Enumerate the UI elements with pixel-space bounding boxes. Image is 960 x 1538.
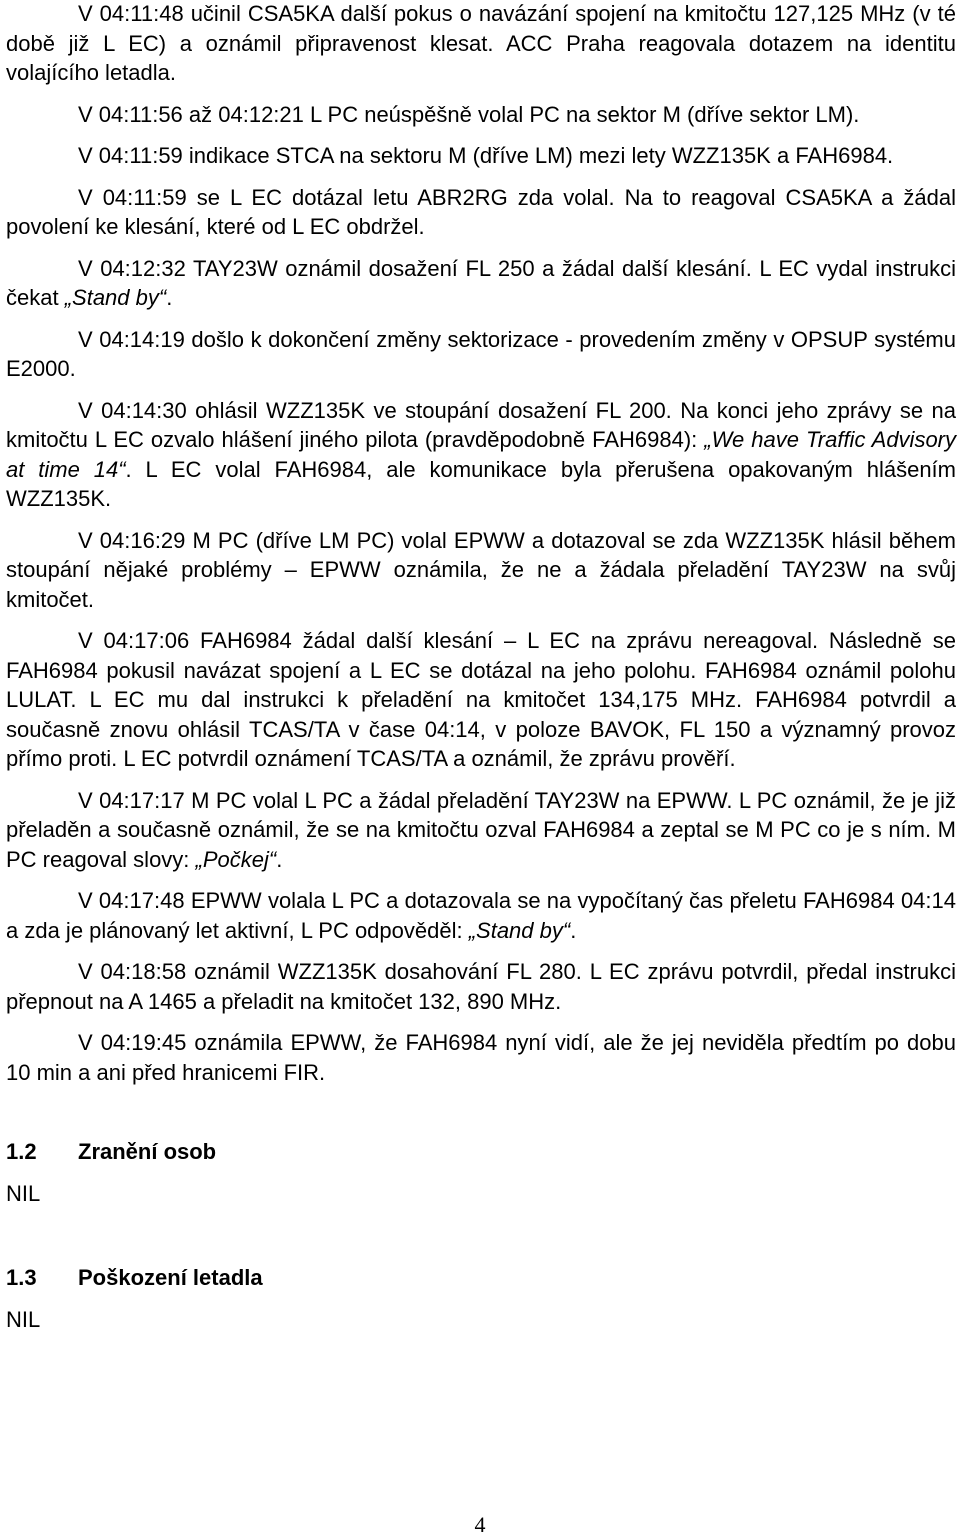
paragraph-text: V 04:11:56 až 04:12:21 L PC neúspěšně volal PC na sektor M (dříve sektor LM). (78, 101, 860, 127)
paragraph-text: . L EC volal FAH6984, ale komunikace byla přerušena opakovaným hlášením WZZ135K. (6, 456, 956, 511)
section-number: 1.2 (6, 1139, 37, 1164)
section-heading (6, 1137, 956, 1167)
paragraph-text: V 04:11:59 indikace STCA na sektoru M (dříve LM) mezi lety WZZ135K a FAH6984. (78, 143, 894, 168)
section-body: NIL (6, 1181, 41, 1206)
paragraph-text: V 04:11:48 učinil CSA5KA další pokus o navázání spojení na kmitočtu 127,125 MHz (v té době již L EC) a oznámil připravenost klesat. ACC Praha reagovala dotazem na identitu volajícího letadla. (6, 1, 956, 85)
paragraph (6, 1028, 956, 1087)
paragraph (6, 626, 956, 774)
paragraph (6, 526, 956, 615)
section-1-2 (6, 1137, 956, 1209)
paragraph (6, 886, 956, 945)
paragraph-text: V 04:14:30 ohlásil WZZ135K ve stoupání dosažení FL 200. Na konci jeho zprávy se na kmitočtu L EC ozvalo hlášení jiného pilota (pravděpodobně FAH6984): (6, 397, 956, 452)
paragraph-text: V 04:17:06 FAH6984 žádal další klesání – L EC na zprávu nereagoval. Následně se FAH6984 pokusil navázat spojení a L EC se dotázal na jeho polohu. FAH6984 oznámil polohu LULAT. L EC mu dal instrukci k přeladění na kmitočet 134,175 MHz. FAH6984 potvrdil a současně znovu ohlásil TCAS/TA v čase 04:14, v poloze BAVOK, FL 150 a významný provoz přímo proti. L EC potvrdil oznámení TCAS/TA a oznámil, že zprávu prověří. (6, 628, 956, 771)
paragraph-text: . (570, 917, 577, 943)
quoted-text: „Stand by“ (468, 917, 571, 943)
paragraph (6, 396, 956, 514)
paragraph (6, 100, 956, 130)
paragraph (6, 957, 956, 1016)
paragraph-text: V 04:14:19 došlo k dokončení změny sektorizace - provedením změny v OPSUP systému E2000. (6, 326, 956, 381)
paragraph (6, 0, 956, 88)
quoted-text: „Počkej“ (195, 846, 277, 872)
paragraph-text: V 04:19:45 oznámila EPWW, že FAH6984 nyní vidí, ale že jej neviděla předtím po dobu 10 min a ani před hranicemi FIR. (6, 1030, 956, 1085)
paragraph-list (6, 0, 956, 1087)
paragraph-text: V 04:12:32 TAY23W oznámil dosažení FL 250 a žádal další klesání. L EC vydal instrukci čekat (6, 255, 956, 310)
paragraph (6, 183, 956, 242)
paragraph (6, 786, 956, 875)
page-number: 4 (474, 1512, 486, 1537)
section-heading (6, 1263, 956, 1293)
paragraph (6, 254, 956, 313)
paragraph (6, 325, 956, 384)
section-title: Zranění osob (78, 1139, 217, 1164)
section-number: 1.3 (6, 1265, 37, 1290)
paragraph (6, 141, 956, 171)
quoted-text: „Stand by“ (64, 285, 167, 310)
paragraph-text: V 04:11:59 se L EC dotázal letu ABR2RG zda volal. Na to reagoval CSA5KA a žádal povolení ke klesání, které od L EC obdržel. (6, 184, 956, 239)
paragraph-text: V 04:16:29 M PC (dříve LM PC) volal EPWW a dotazoval se zda WZZ135K hlásil během stoupání nějaké problémy – EPWW oznámila, že ne a žádala přeladění TAY23W na svůj kmitočet. (6, 527, 956, 612)
section-body: NIL (6, 1307, 41, 1332)
paragraph-text: V 04:17:17 M PC volal L PC a žádal přeladění TAY23W na EPWW. L PC oznámil, že je již přeladěn a současně oznámil, že se na kmitočtu ozval FAH6984 a zeptal se M PC co je s ním. M PC reagoval slovy: (6, 787, 956, 872)
paragraph-text: . (276, 846, 283, 872)
paragraph-text: V 04:18:58 oznámil WZZ135K dosahování FL 280. L EC zprávu potvrdil, předal instrukci přepnout na A 1465 a přeladit na kmitočet 132, 890 MHz. (6, 959, 956, 1014)
paragraph-text: V 04:17:48 EPWW volala L PC a dotazovala se na vypočítaný čas přeletu FAH6984 04:14 a zda je plánovaný let aktivní, L PC odpověděl: (6, 888, 956, 943)
document-page (6, 0, 956, 1335)
quoted-text: „We have Traffic Advisory at time 14“ (6, 427, 957, 482)
paragraph-text: . (166, 285, 173, 310)
section-1-3 (6, 1263, 956, 1335)
section-title: Poškození letadla (78, 1265, 263, 1290)
